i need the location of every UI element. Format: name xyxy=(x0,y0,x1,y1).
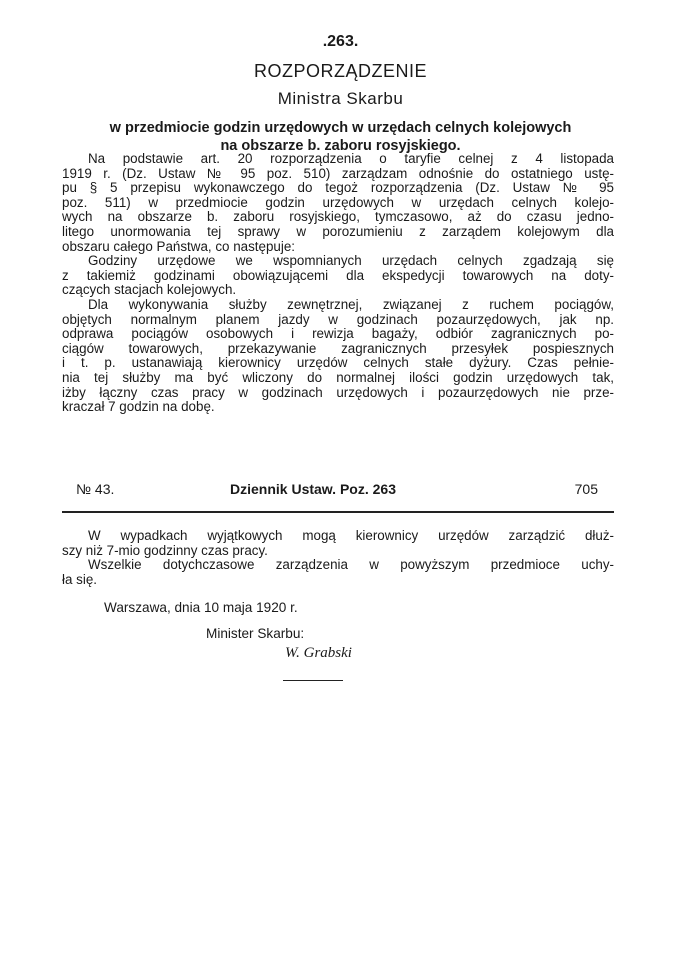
text-line: i t. p. ustanawiają kierownicy urzędów celnych stałe dyżury. Czas pełnie- xyxy=(62,355,614,371)
text-line: z takiemiż godzinami obowiązującemi dla ekspedycji towarowych na doty- xyxy=(62,267,614,283)
issuer: Ministra Skarbu xyxy=(277,89,404,108)
page-header xyxy=(76,481,598,499)
text-line: poz. 511) w przedmiocie godzin urzędowych w urzędach celnych kolejo- xyxy=(62,194,614,210)
text-line: Na podstawie art. 20 rozporządzenia o taryfie celnej z 4 listopada xyxy=(88,151,614,166)
closing-rule xyxy=(283,680,343,681)
page-number: 705 xyxy=(574,481,598,497)
text-line: W wypadkach wyjątkowych mogą kierownicy urzędów zarządzić dłuż- xyxy=(88,528,614,543)
text-line: ła się. xyxy=(62,571,97,587)
text-line: odprawa pociągów osobowych i rewizja bagaży, odbiór zagranicznych po- xyxy=(62,326,614,342)
issue-number: № 43. xyxy=(76,481,115,497)
signatory-title: Minister Skarbu: xyxy=(206,626,305,641)
text-line: objętych normalnym planem jazdy w godzinach pozaurzędowych, jak np. xyxy=(62,311,614,327)
text-line: nia tej służby ma być wliczony do normalnej ilości godzin urzędowych tak, xyxy=(62,369,614,385)
text-line: Wszelkie dotychczasowe zarządzenia w powyższym przedmioce uchy- xyxy=(88,557,614,573)
signature: W. Grabski xyxy=(285,645,352,661)
text-line: iżby łączny czas pracy w godzinach urzędowych i pozaurzędowych nie prze- xyxy=(62,384,614,400)
journal-title: Dziennik Ustaw. Poz. 263 xyxy=(230,481,396,497)
document-title: ROZPORZĄDZENIE xyxy=(253,61,427,81)
continued-text xyxy=(62,529,614,587)
text-line: pu § 5 przepisu wykonawczego do tegoż rozporządzenia (Dz. Ustaw № 95 xyxy=(62,180,614,196)
text-line: Godziny urzędowe we wspomnianych urzędach celnych zgadzają się xyxy=(88,253,614,269)
subject-line-2: na obszarze b. zaboru rosyjskiego. xyxy=(220,138,461,154)
text-line: ciągów towarowych, przekazywanie zagranicznych przesyłek pospiesznych xyxy=(62,340,614,356)
text-line: czących stacjach kolejowych. xyxy=(62,282,237,298)
text-line: wych na obszarze b. zaboru rosyjskiego, tymczasowo, aż do czasu jedno- xyxy=(62,209,614,225)
text-line: szy niż 7-mio godzinny czas pracy. xyxy=(62,542,268,558)
text-line: kraczał 7 godzin na dobę. xyxy=(62,399,215,415)
text-line: litego unormowania tej sprawy w porozumieniu z zarządem kolejowym dla xyxy=(62,223,614,239)
text-line: 1919 r. (Dz. Ustaw № 95 poz. 510) zarządzam odnośnie do ostatniego ustę- xyxy=(62,165,614,181)
body-text xyxy=(62,152,614,415)
text-line: obszaru całego Państwa, co następuje: xyxy=(62,238,295,254)
header-rule xyxy=(62,511,614,513)
subject-line-1: w przedmiocie godzin urzędowych w urzędach celnych kolejowych xyxy=(109,120,572,136)
text-line: Dla wykonywania służby zewnętrznej, związanej z ruchem pociągów, xyxy=(88,296,614,312)
act-number: .263. xyxy=(322,33,359,50)
place-date: Warszawa, dnia 10 maja 1920 r. xyxy=(104,600,298,615)
